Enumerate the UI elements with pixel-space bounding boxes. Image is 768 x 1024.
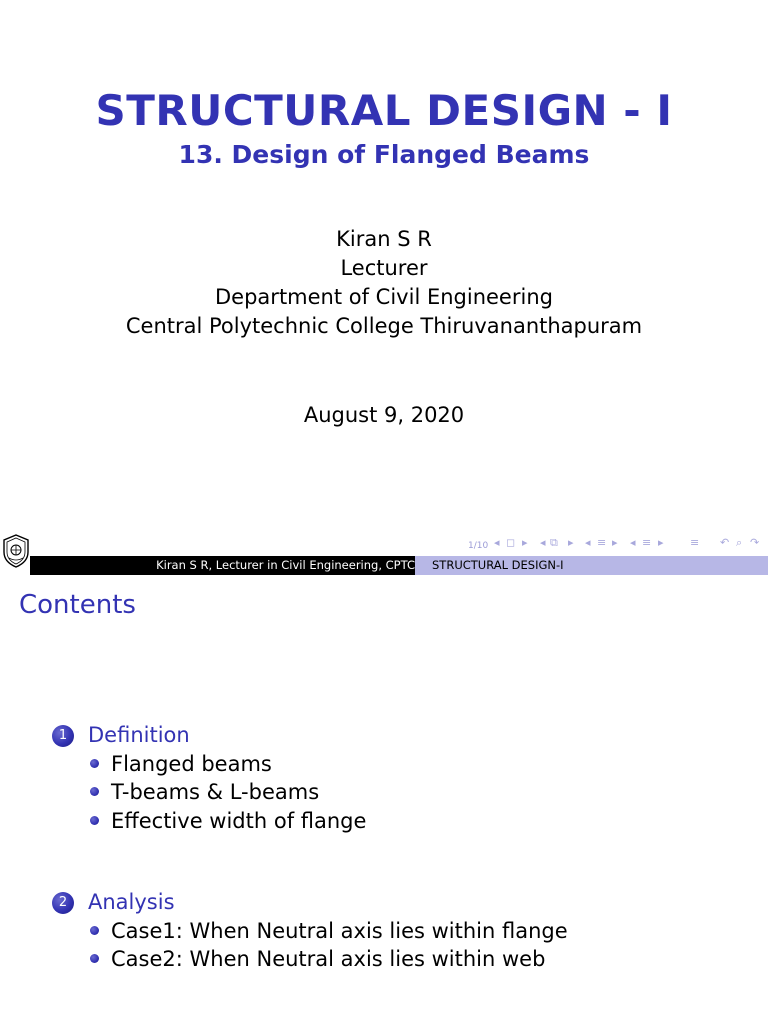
contents-title: Contents <box>19 590 136 620</box>
toc-subsection[interactable]: Case2: When Neutral axis lies within web <box>90 947 545 971</box>
beamer-navigation-bar <box>440 532 766 554</box>
frame-prev-icon[interactable]: ◂ <box>494 536 500 549</box>
toc-subsection[interactable]: Case1: When Neutral axis lies within flange <box>90 919 568 943</box>
section-number-badge: 1 <box>52 725 74 747</box>
section-prev-icon[interactable]: ◂ <box>585 536 591 549</box>
footer-author: Kiran S R, Lecturer in Civil Engineering, CPTC <box>30 556 434 575</box>
author-department: Department of Civil Engineering <box>215 285 553 309</box>
toc-subsection[interactable]: T-beams & L-beams <box>90 780 319 804</box>
slide-footer <box>30 556 768 575</box>
presentation-title: STRUCTURAL DESIGN - I <box>95 86 673 135</box>
author-name: Kiran S R <box>336 227 432 251</box>
redo-icon[interactable]: ↷ <box>750 536 760 549</box>
frame-next-icon[interactable]: ▸ <box>522 536 528 549</box>
undo-icon[interactable]: ↶ <box>720 536 730 549</box>
subsubsection-prev-icon[interactable]: ◂ <box>630 536 636 549</box>
search-icon[interactable]: ⌕ <box>736 536 743 549</box>
subsection-prev-icon[interactable]: ◂ <box>540 536 546 549</box>
footer-course: STRUCTURAL DESIGN-I <box>415 556 768 575</box>
section-title[interactable]: Definition <box>88 723 190 747</box>
college-logo-icon <box>2 534 30 568</box>
author-block <box>0 225 768 341</box>
author-institution: Central Polytechnic College Thiruvananthapuram <box>125 314 643 338</box>
section-title[interactable]: Analysis <box>88 890 175 914</box>
document-icon[interactable]: ≡ <box>690 536 700 549</box>
bullet-icon <box>90 926 99 935</box>
toc-subsection[interactable]: Flanged beams <box>90 752 272 776</box>
presentation-subtitle: 13. Design of Flanged Beams <box>178 140 590 169</box>
subsection-icon[interactable]: ⧉ <box>550 536 558 549</box>
subsubsection-icon[interactable]: ≡ <box>642 536 652 549</box>
frame-icon[interactable]: ◻ <box>506 536 516 549</box>
bullet-icon <box>90 816 99 825</box>
author-position: Lecturer <box>340 256 428 280</box>
subsubsection-next-icon[interactable]: ▸ <box>658 536 664 549</box>
bullet-icon <box>90 759 99 768</box>
bullet-icon <box>90 787 99 796</box>
section-icon[interactable]: ≡ <box>597 536 607 549</box>
presentation-date: August 9, 2020 <box>303 403 465 427</box>
page-counter: 1/10 <box>468 541 489 551</box>
subsection-next-icon[interactable]: ▸ <box>568 536 574 549</box>
bullet-icon <box>90 954 99 963</box>
section-next-icon[interactable]: ▸ <box>612 536 618 549</box>
toc-subsection[interactable]: Effective width of flange <box>90 809 366 833</box>
section-number-badge: 2 <box>52 892 74 914</box>
